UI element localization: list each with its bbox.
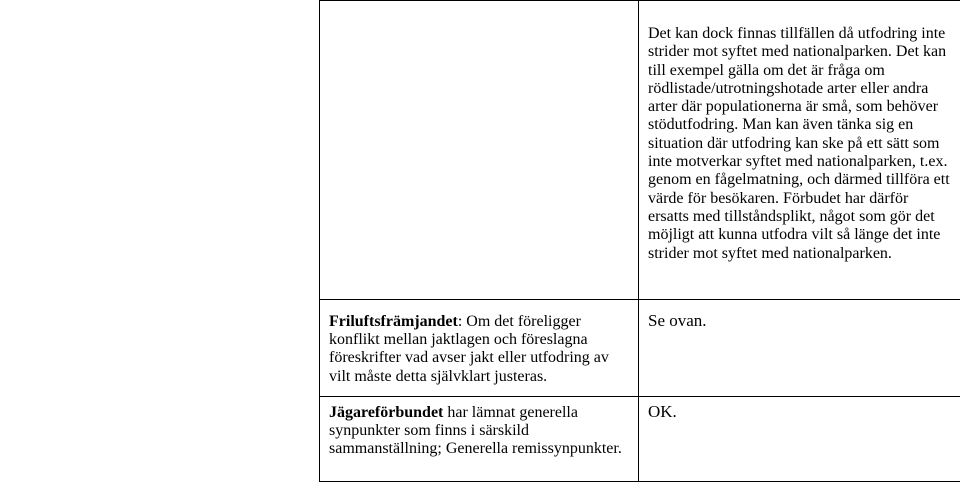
comment-cell	[320, 299, 639, 396]
comment-text	[320, 1, 638, 25]
comment-text	[320, 300, 638, 386]
table-row	[320, 396, 960, 481]
response-cell	[639, 299, 960, 396]
response-cell	[639, 396, 960, 481]
response-text: OK.	[648, 401, 677, 421]
comment-body: har lämnat generella synpunkter som finns i särskild sammanställning; Generella remissynpunkter.	[329, 403, 622, 458]
response-cell	[639, 1, 960, 300]
comment-body: : Om det föreligger konflikt mellan jaktlagen och föreslagna föreskrifter vad avser jakt eller utfodring av vilt måste detta självklart justeras.	[329, 312, 609, 385]
remiss-table	[319, 0, 960, 482]
organization-name: Friluftsfrämjandet	[329, 312, 458, 330]
comment-cell	[320, 396, 639, 481]
comment-text	[320, 397, 638, 459]
response-text: Det kan dock finnas tillfällen då utfodring inte strider mot syftet med nationalparken. Det kan till exempel gälla om det är fråga om rödlistade/utrotningshotade arter eller andra arter där populationerna är små, som behöver stödutfodring. Man kan även tänka sig en situation där utfodring kan ske på ett sätt som inte motverkar syftet med nationalparken, t.ex. genom en fågelmatning, och därmed tillföra ett värde för besökaren. Förbudet har därför ersatts med tillståndsplikt, något som gör det möjligt att kunna utfodra vilt så länge det inte strider mot syftet med nationalparken.	[648, 25, 950, 262]
organization-name: Jägareförbundet	[329, 403, 444, 421]
table-row	[320, 1, 960, 300]
comment-cell	[320, 1, 639, 300]
response-text: Se ovan.	[648, 310, 707, 330]
table-row	[320, 299, 960, 396]
